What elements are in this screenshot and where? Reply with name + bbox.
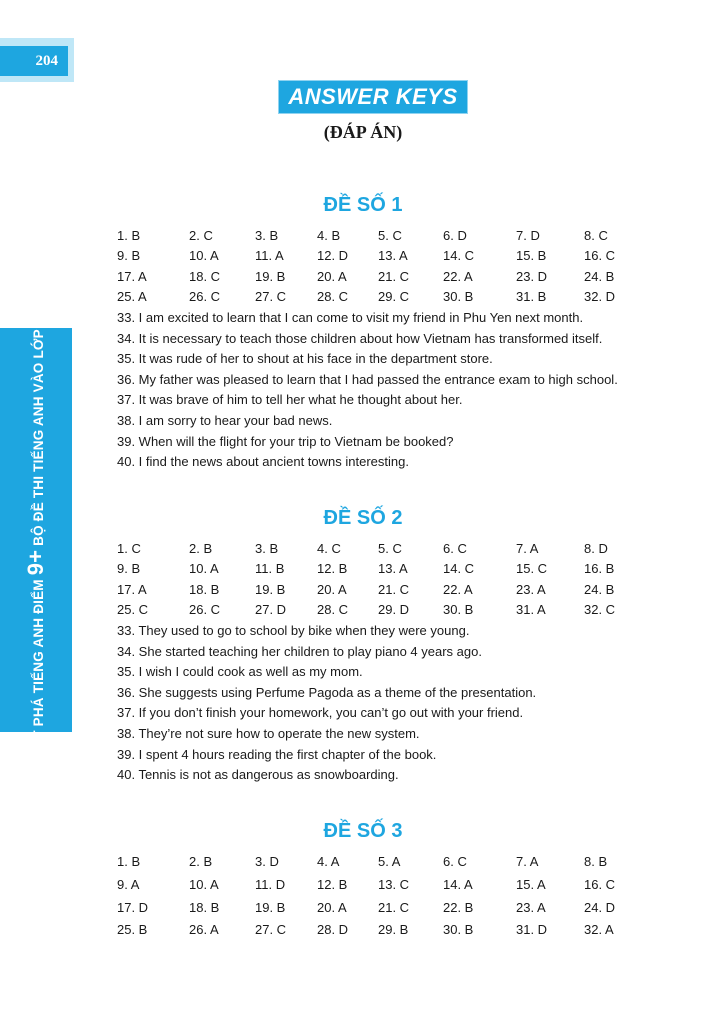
- answer-item: 27. C: [255, 289, 287, 305]
- answer-item: 29. D: [378, 602, 410, 618]
- answer-item: 24. D: [584, 899, 616, 915]
- answer-item: 3. B: [255, 541, 279, 556]
- answer-item: 4. A: [317, 854, 340, 869]
- answer-item: 23. A: [516, 899, 546, 915]
- answer-item: 16. B: [584, 561, 615, 577]
- answer-item: 12. D: [317, 248, 349, 264]
- answer-item: 16. C: [584, 876, 616, 892]
- answer-item: 25. A: [117, 289, 147, 305]
- answer-item: 26. C: [189, 602, 221, 618]
- page-title: ANSWER KEYS: [278, 80, 468, 114]
- section-title-1: ĐỀ SỐ 1: [323, 194, 403, 216]
- answer-item: 10. A: [189, 561, 219, 577]
- answer-item: 6. C: [443, 541, 467, 556]
- answer-item: 2. B: [189, 541, 213, 556]
- answer-item: 8. B: [584, 854, 608, 869]
- answer-sentence: 35. I wish I could cook as well as my mom.: [117, 664, 363, 680]
- answer-sentence: 39. I spent 4 hours reading the first chapter of the book.: [117, 746, 437, 762]
- answer-item: 31. A: [516, 602, 546, 618]
- answer-item: 19. B: [255, 268, 286, 284]
- answer-item: 7. D: [516, 228, 540, 243]
- answer-grid-1: [117, 228, 637, 310]
- answer-item: 4. B: [317, 228, 341, 243]
- answer-item: 13. C: [378, 876, 410, 892]
- answer-sentence: 35. It was rude of her to shout at his face in the department store.: [117, 351, 493, 367]
- answer-item: 8. C: [584, 228, 608, 243]
- answer-item: 11. A: [255, 248, 284, 264]
- answer-sentence: 39. When will the flight for your trip to Vietnam be booked?: [117, 433, 454, 449]
- answer-item: 14. C: [443, 561, 475, 577]
- answer-item: 18. C: [189, 268, 221, 284]
- answer-item: 1. B: [117, 854, 141, 869]
- answer-item: 11. D: [255, 876, 286, 892]
- page-number: 204: [0, 46, 68, 76]
- section-title-3: ĐỀ SỐ 3: [323, 820, 403, 842]
- answer-item: 10. A: [189, 248, 219, 264]
- answer-item: 13. A: [378, 561, 408, 577]
- answer-item: 19. B: [255, 581, 286, 597]
- answer-item: 21. C: [378, 581, 410, 597]
- answer-item: 32. A: [584, 922, 614, 938]
- answer-item: 17. A: [117, 268, 147, 284]
- answer-item: 13. A: [378, 248, 408, 264]
- side-tab: [0, 300, 72, 760]
- page-subtitle: (ĐÁP ÁN): [323, 122, 403, 142]
- answer-item: 7. A: [516, 854, 539, 869]
- answer-item: 6. D: [443, 228, 467, 243]
- answer-sentence: 38. They’re not sure how to operate the new system.: [117, 725, 420, 741]
- section-title-2: ĐỀ SỐ 2: [323, 507, 403, 529]
- answer-item: 22. A: [443, 268, 473, 284]
- answer-item: 26. C: [189, 289, 221, 305]
- answer-item: 15. B: [516, 248, 547, 264]
- answer-sentence: 33. They used to go to school by bike when they were young.: [117, 623, 470, 638]
- answer-item: 24. B: [584, 268, 615, 284]
- answer-item: 9. B: [117, 561, 141, 577]
- sentence-list-1: [117, 308, 677, 473]
- answer-item: 21. C: [378, 268, 410, 284]
- answer-item: 32. C: [584, 602, 616, 618]
- answer-grid-3: [117, 854, 637, 945]
- answer-item: 14. C: [443, 248, 475, 264]
- answer-item: 1. B: [117, 228, 141, 243]
- answer-item: 2. C: [189, 228, 213, 243]
- answer-item: 27. D: [255, 602, 287, 618]
- answer-item: 28. D: [317, 922, 349, 938]
- answer-item: 26. A: [189, 922, 219, 938]
- answer-item: 23. A: [516, 581, 546, 597]
- answer-item: 6. C: [443, 854, 467, 869]
- answer-sentence: 38. I am sorry to hear your bad news.: [117, 412, 333, 428]
- answer-sentence: 34. She started teaching her children to play piano 4 years ago.: [117, 643, 482, 659]
- side-tab-part-3: BỘ ĐỀ THI TIẾNG ANH VÀO LỚP: [31, 325, 46, 550]
- answer-item: 25. B: [117, 922, 148, 938]
- answer-item: 17. D: [117, 899, 149, 915]
- side-tab-score: 9+: [23, 549, 48, 576]
- answer-item: 9. B: [117, 248, 141, 264]
- answer-item: 30. B: [443, 922, 474, 938]
- answer-item: 5. C: [378, 228, 402, 243]
- answer-sentence: 36. She suggests using Perfume Pagoda as a theme of the presentation.: [117, 684, 537, 700]
- answer-item: 25. C: [117, 602, 149, 618]
- answer-item: 11. B: [255, 561, 285, 577]
- answer-item: 30. B: [443, 289, 474, 305]
- answer-item: 15. C: [516, 561, 548, 577]
- answer-item: 28. C: [317, 602, 349, 618]
- answer-item: 29. C: [378, 289, 410, 305]
- answer-item: 14. A: [443, 876, 473, 892]
- answer-item: 12. B: [317, 561, 348, 577]
- answer-item: 20. A: [317, 581, 347, 597]
- answer-sentence: 34. It is necessary to teach those children about how Vietnam has transformed itself.: [117, 330, 603, 346]
- answer-item: 31. D: [516, 922, 548, 938]
- side-tab-part-1: ĐỘT PHÁ TIẾNG ANH ĐIỂM: [31, 575, 46, 760]
- answer-item: 27. C: [255, 922, 287, 938]
- answer-item: 17. A: [117, 581, 147, 597]
- answer-item: 20. A: [317, 268, 347, 284]
- answer-sentence: 33. I am excited to learn that I can come to visit my friend in Phu Yen next month.: [117, 310, 584, 325]
- answer-item: 21. C: [378, 899, 410, 915]
- answer-item: 3. D: [255, 854, 279, 869]
- answer-item: 5. A: [378, 854, 401, 869]
- side-tab-text: [23, 301, 49, 760]
- answer-item: 22. A: [443, 581, 473, 597]
- answer-item: 20. A: [317, 899, 347, 915]
- answer-item: 16. C: [584, 248, 616, 264]
- answer-grid-2: [117, 541, 637, 623]
- answer-item: 29. B: [378, 922, 409, 938]
- answer-item: 30. B: [443, 602, 474, 618]
- answer-item: 10. A: [189, 876, 219, 892]
- answer-item: 19. B: [255, 899, 286, 915]
- answer-item: 18. B: [189, 899, 220, 915]
- answer-item: 15. A: [516, 876, 546, 892]
- answer-item: 8. D: [584, 541, 608, 556]
- answer-item: 31. B: [516, 289, 547, 305]
- answer-item: 23. D: [516, 268, 548, 284]
- answer-sentence: 36. My father was pleased to learn that I had passed the entrance exam to high school.: [117, 371, 618, 387]
- answer-sentence: 40. Tennis is not as dangerous as snowboarding.: [117, 767, 399, 783]
- answer-item: 2. B: [189, 854, 213, 869]
- answer-item: 12. B: [317, 876, 348, 892]
- answer-item: 22. B: [443, 899, 474, 915]
- answer-item: 9. A: [117, 876, 140, 892]
- answer-item: 4. C: [317, 541, 341, 556]
- answer-sentence: 37. If you don’t finish your homework, you can’t go out with your friend.: [117, 705, 524, 721]
- answer-item: 18. B: [189, 581, 220, 597]
- answer-sentence: 40. I find the news about ancient towns interesting.: [117, 454, 409, 470]
- answer-sentence: 37. It was brave of him to tell her what he thought about her.: [117, 392, 463, 408]
- side-tab-grade: 10: [23, 300, 48, 326]
- sentence-list-2: [117, 621, 677, 786]
- answer-item: 28. C: [317, 289, 349, 305]
- answer-item: 7. A: [516, 541, 539, 556]
- answer-item: 24. B: [584, 581, 615, 597]
- answer-item: 1. C: [117, 541, 141, 556]
- answer-item: 32. D: [584, 289, 616, 305]
- answer-item: 5. C: [378, 541, 402, 556]
- answer-item: 3. B: [255, 228, 279, 243]
